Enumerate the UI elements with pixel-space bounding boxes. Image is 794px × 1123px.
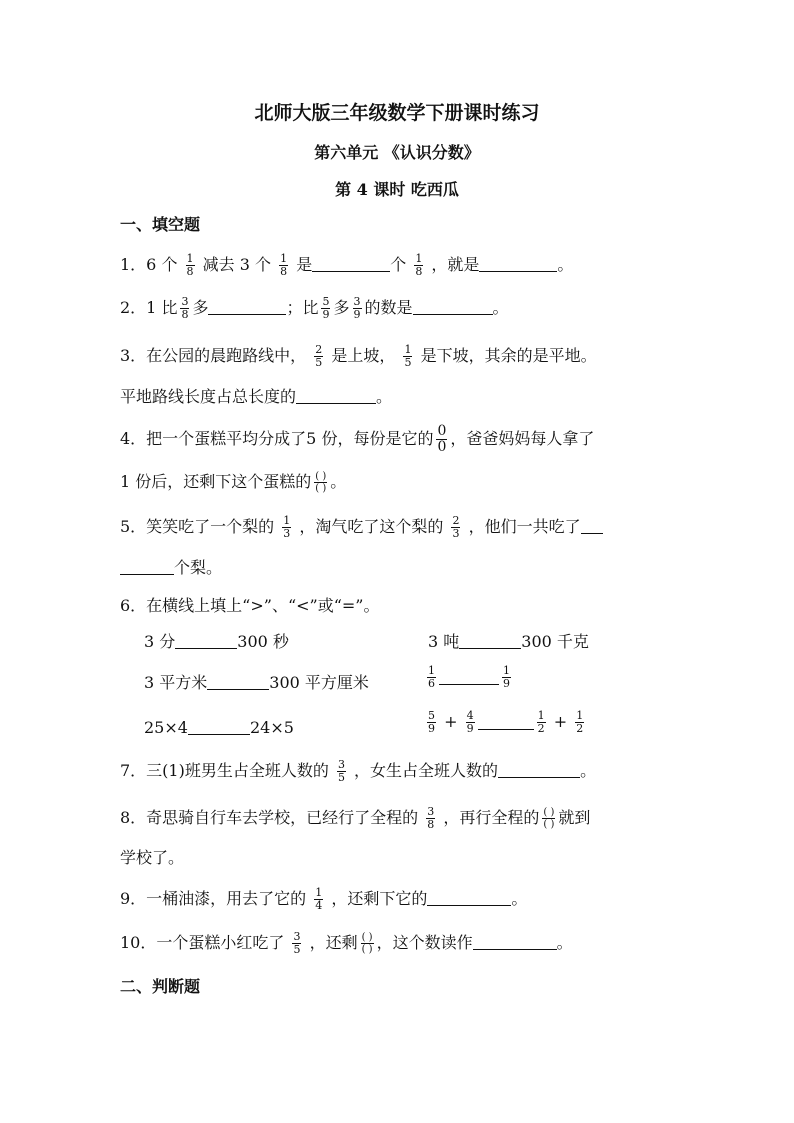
fraction: $\frac{5}{9}$ [322, 295, 330, 321]
fraction: $\frac{1}{4}$ [315, 886, 323, 912]
fraction: $\frac{5}{9}$ [428, 709, 435, 735]
answer-blank[interactable] [427, 889, 511, 906]
answer-blank[interactable] [188, 718, 250, 735]
answer-blank[interactable] [479, 255, 557, 272]
section-fill-heading: 一、填空题 [120, 215, 201, 234]
fraction: $\frac{3}{5}$ [293, 930, 301, 956]
answer-blank[interactable] [312, 255, 390, 272]
answer-blank[interactable] [581, 517, 603, 534]
answer-blank[interactable] [439, 684, 499, 685]
lesson-title: 第 4 课时 吃西瓜 [335, 180, 459, 199]
fraction: $\frac{4}{9}$ [466, 709, 474, 735]
fraction: $\frac{1}{3}$ [283, 514, 291, 540]
compare-row-1b: 3 吨 300 千克 [428, 632, 589, 651]
question-9: 9．一桶油漆，用去了它的 $\frac{1}{4}$ ，还剩下它的 。 [120, 886, 528, 912]
fraction: $\frac{2}{3}$ [452, 514, 460, 540]
fraction: $\frac{3}{8}$ [427, 805, 435, 831]
fraction: $\frac{3}{5}$ [337, 758, 345, 784]
question-3: 3．在公园的晨跑路线中， $\frac{2}{5}$ 是上坡， $\frac{1}{5}$ 是下坡，其余的是平地。 [120, 343, 597, 369]
answer-fraction-blank[interactable]: $\frac{( )}{( )}$ [361, 932, 373, 955]
question-10: 10．一个蛋糕小红吃了 $\frac{3}{5}$ ，还剩 $\frac{( )}{( )}$ ，这个数读作 。 [120, 930, 573, 956]
question-5-line-2: 个梨。 [120, 556, 222, 580]
fraction: $\frac{0}{0}$ [437, 423, 447, 455]
answer-blank[interactable] [459, 632, 521, 649]
question-1: 1．6 个 $\frac{1}{8}$ 减去 3 个 $\frac{1}{8}$ 是 个 $\frac{1}{8}$ ，就是 。 [120, 252, 574, 278]
fraction: $\frac{3}{9}$ [353, 295, 361, 321]
fraction: $\frac{1}{5}$ [404, 343, 412, 369]
answer-blank[interactable] [296, 387, 376, 404]
fraction: $\frac{1}{8}$ [280, 252, 288, 278]
answer-blank[interactable] [175, 632, 237, 649]
answer-blank[interactable] [478, 729, 534, 730]
answer-blank[interactable] [120, 558, 174, 575]
question-7: 7．三(1)班男生占全班人数的 $\frac{3}{5}$ ，女生占全班人数的 。 [120, 758, 597, 784]
answer-blank[interactable] [498, 761, 580, 778]
question-4: 4．把一个蛋糕平均分成了5 份，每份是它的 $\frac{0}{0}$ ，爸爸妈妈每人拿了 [120, 423, 595, 455]
section-judge-heading: 二、判断题 [120, 977, 201, 996]
answer-blank[interactable] [473, 933, 557, 950]
compare-row-2a: 3 平方米 300 平方厘米 [144, 673, 369, 692]
fraction: $\frac{1}{8}$ [186, 252, 194, 278]
question-5: 5．笑笑吃了一个梨的 $\frac{1}{3}$ ，淘气吃了这个梨的 $\frac{2}{3}$ ，他们一共吃了 [120, 515, 603, 540]
question-6: 6．在横线上填上“>”、“<”或“=”。 [120, 596, 380, 615]
fraction: $\frac{2}{5}$ [315, 343, 323, 369]
fraction: $\frac{1}{2}$ [537, 709, 545, 735]
fraction: $\frac{3}{8}$ [181, 295, 189, 321]
answer-blank[interactable] [208, 298, 286, 315]
answer-blank[interactable] [207, 673, 269, 690]
compare-row-3a: 25×4 24×5 [144, 718, 294, 737]
compare-row-2b [424, 665, 514, 690]
answer-blank[interactable] [413, 298, 493, 315]
answer-fraction-blank[interactable]: $\frac{( )}{( )}$ [543, 807, 555, 830]
question-3-line-2: 平地路线长度占总长度的 。 [120, 387, 393, 406]
compare-row-3b: $\frac{5}{9}$ + $\frac{4}{9}$ $\frac{1}{2}$ + $\frac{1}{2}$ [428, 709, 584, 735]
fraction: $\frac{1}{8}$ [415, 252, 423, 278]
fraction: $\frac{1}{9}$ [503, 664, 510, 690]
answer-fraction-blank[interactable]: $\frac{( )}{( )}$ [315, 471, 327, 494]
question-8: 8．奇思骑自行车去学校，已经行了全程的 $\frac{3}{8}$ ，再行全程的 $\frac{( )}{( )}$ 就到 [120, 805, 591, 831]
question-8-line-2: 学校了。 [120, 848, 185, 867]
fraction: $\frac{1}{2}$ [576, 709, 584, 735]
compare-row-1a: 3 分 300 秒 [144, 632, 289, 651]
question-4-line-2: 1 份后，还剩下这个蛋糕的 $\frac{( )}{( )}$ 。 [120, 471, 347, 494]
fraction: $\frac{1}{6}$ [428, 664, 435, 690]
page-title: 北师大版三年级数学下册课时练习 [254, 102, 540, 124]
unit-title: 第六单元 《认识分数》 [314, 143, 480, 162]
question-2: 2．1 比 $\frac{3}{8}$ 多 ；比 $\frac{5}{9}$ 多 $\frac{3}{9}$ 的数是 。 [120, 295, 509, 321]
